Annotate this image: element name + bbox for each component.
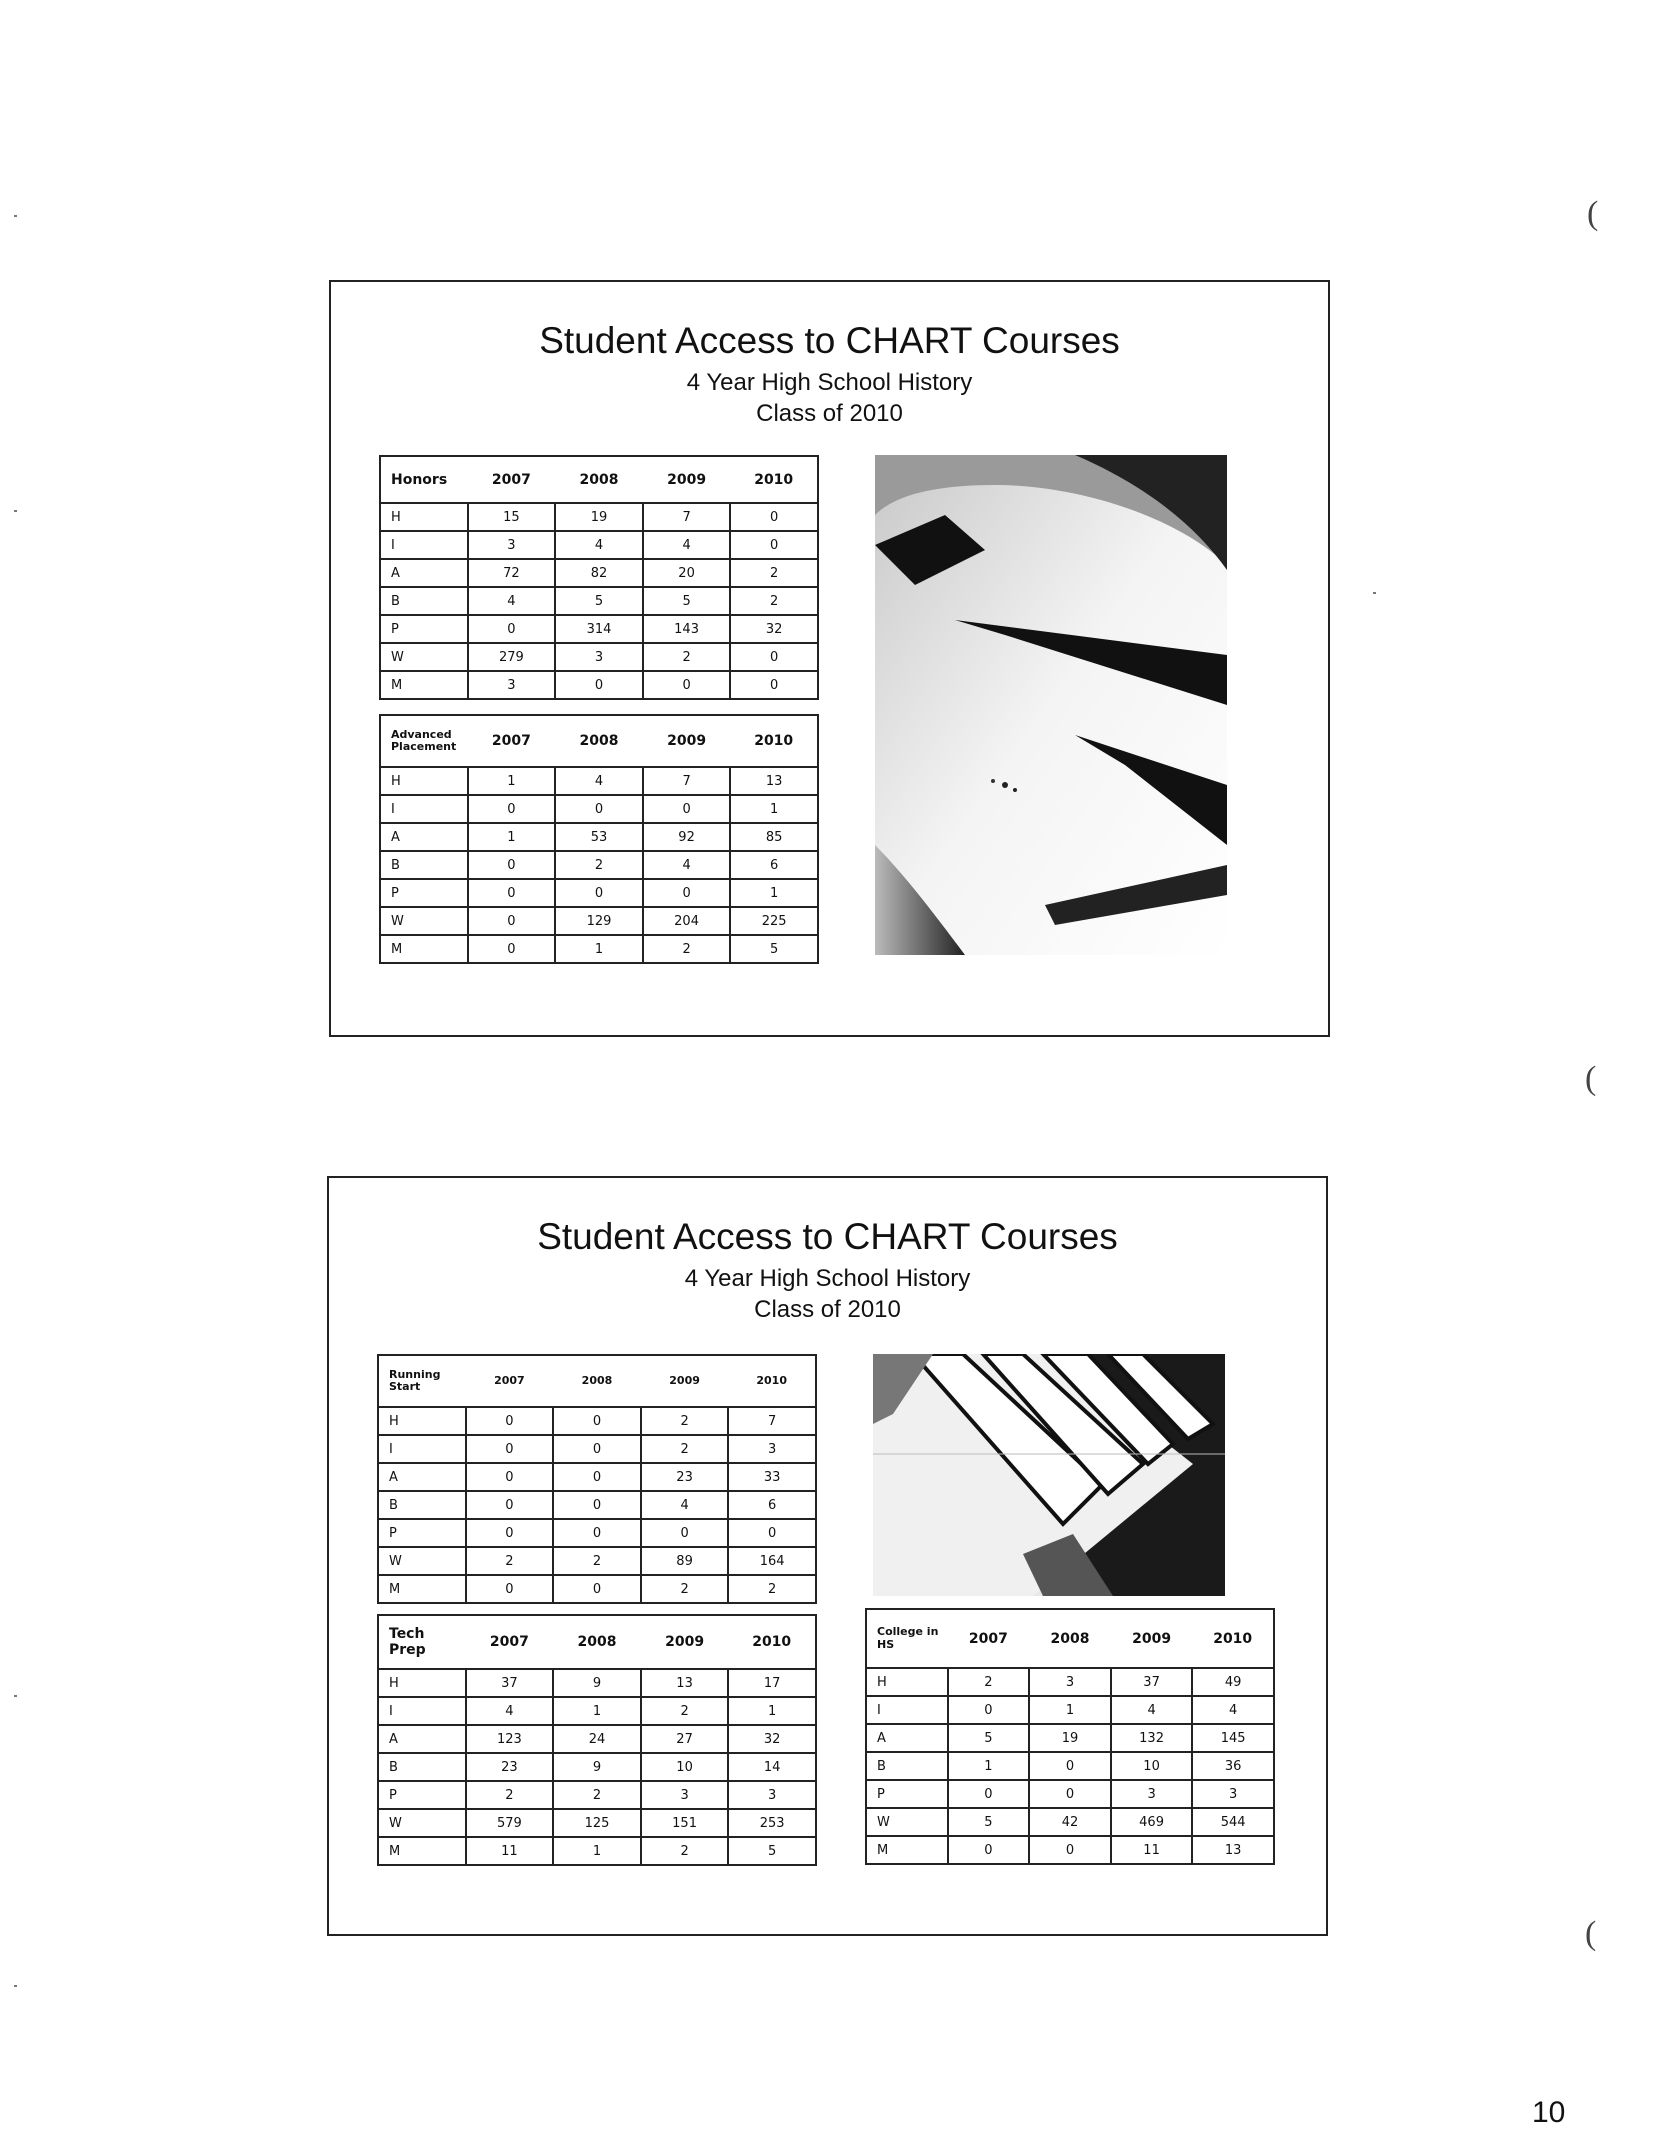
table-cell: 24 — [553, 1725, 641, 1753]
table-header-row — [380, 456, 818, 503]
row-label: W — [378, 1809, 466, 1837]
table-cell: 0 — [730, 671, 818, 699]
table-row — [380, 879, 818, 907]
table-row — [378, 1837, 816, 1865]
table-title-cell: Running Start — [378, 1355, 466, 1407]
year-header: 2009 — [643, 715, 731, 767]
table-row — [380, 531, 818, 559]
table-cell: 4 — [643, 531, 731, 559]
year-header: 2008 — [1029, 1609, 1111, 1668]
scan-speck — [14, 1695, 17, 1697]
table-cell: 143 — [643, 615, 731, 643]
table-cell: 33 — [728, 1463, 816, 1491]
table-row — [866, 1724, 1274, 1752]
table-cell: 2 — [643, 935, 731, 963]
row-label: B — [380, 851, 468, 879]
year-header: 2010 — [730, 715, 818, 767]
table-cell: 4 — [643, 851, 731, 879]
table-cell: 53 — [555, 823, 643, 851]
row-label: H — [866, 1668, 948, 1696]
table-cell: 42 — [1029, 1808, 1111, 1836]
year-header: 2008 — [553, 1355, 641, 1407]
slide-2 — [327, 1176, 1328, 1936]
table-cell: 0 — [466, 1491, 554, 1519]
table-cell: 0 — [1029, 1780, 1111, 1808]
row-label: W — [378, 1547, 466, 1575]
table-row — [378, 1575, 816, 1603]
row-label: A — [380, 559, 468, 587]
table-cell: 0 — [466, 1463, 554, 1491]
table-title-cell: Honors — [380, 456, 468, 503]
year-header: 2010 — [728, 1355, 816, 1407]
year-header: 2009 — [1111, 1609, 1193, 1668]
year-header: 2010 — [728, 1615, 816, 1669]
table-cell: 1 — [730, 795, 818, 823]
row-label: P — [380, 615, 468, 643]
slide-1 — [329, 280, 1330, 1037]
table-cell: 20 — [643, 559, 731, 587]
books-photo — [873, 1354, 1225, 1596]
honors-table — [379, 455, 819, 700]
table-cell: 89 — [641, 1547, 729, 1575]
row-label: A — [866, 1724, 948, 1752]
year-header: 2007 — [468, 715, 556, 767]
table-cell: 0 — [555, 671, 643, 699]
year-header: 2009 — [643, 456, 731, 503]
table-cell: 37 — [1111, 1668, 1193, 1696]
table-cell: 2 — [948, 1668, 1030, 1696]
table-cell: 469 — [1111, 1808, 1193, 1836]
year-header: 2007 — [466, 1615, 554, 1669]
table-cell: 3 — [468, 671, 556, 699]
table-row — [380, 671, 818, 699]
table-cell: 0 — [468, 935, 556, 963]
table-cell: 4 — [555, 767, 643, 795]
table-row — [380, 823, 818, 851]
table-row — [378, 1407, 816, 1435]
table-cell: 7 — [643, 503, 731, 531]
slide-subtitle-line2: Class of 2010 — [756, 400, 903, 427]
table-row — [378, 1781, 816, 1809]
table-cell: 17 — [728, 1669, 816, 1697]
table-header-row — [378, 1615, 816, 1669]
slide-subtitle-line1: 4 Year High School History — [686, 369, 973, 396]
table-cell: 4 — [466, 1697, 554, 1725]
table-header-row — [866, 1609, 1274, 1668]
table-cell: 0 — [468, 615, 556, 643]
table-cell: 85 — [730, 823, 818, 851]
table-cell: 15 — [468, 503, 556, 531]
table-cell: 0 — [948, 1836, 1030, 1864]
table-row — [380, 559, 818, 587]
table-cell: 2 — [641, 1407, 729, 1435]
table-cell: 0 — [643, 795, 731, 823]
table-cell: 1 — [728, 1697, 816, 1725]
table-cell: 1 — [468, 823, 556, 851]
table-row — [380, 907, 818, 935]
row-label: I — [378, 1435, 466, 1463]
table-cell: 23 — [641, 1463, 729, 1491]
row-label: P — [866, 1780, 948, 1808]
college-in-hs-table — [865, 1608, 1275, 1865]
table-cell: 579 — [466, 1809, 554, 1837]
row-label: H — [378, 1669, 466, 1697]
advanced-placement-table — [379, 714, 819, 964]
table-cell: 3 — [468, 531, 556, 559]
pencils-photo — [875, 455, 1227, 955]
table-row — [380, 767, 818, 795]
table-cell: 1 — [555, 935, 643, 963]
table-cell: 0 — [730, 643, 818, 671]
table-cell: 13 — [1192, 1836, 1274, 1864]
row-label: P — [378, 1781, 466, 1809]
table-row — [378, 1435, 816, 1463]
row-label: A — [378, 1463, 466, 1491]
table-cell: 0 — [468, 907, 556, 935]
row-label: I — [378, 1697, 466, 1725]
table-cell: 0 — [468, 851, 556, 879]
table-cell: 32 — [728, 1725, 816, 1753]
table-header-row — [378, 1355, 816, 1407]
table-row — [380, 615, 818, 643]
table-cell: 0 — [555, 879, 643, 907]
table-cell: 2 — [641, 1697, 729, 1725]
table-cell: 1 — [948, 1752, 1030, 1780]
table-cell: 9 — [553, 1753, 641, 1781]
scan-speck — [14, 215, 17, 217]
table-cell: 0 — [1029, 1752, 1111, 1780]
running-start-table — [377, 1354, 817, 1604]
table-cell: 11 — [466, 1837, 554, 1865]
table-cell: 0 — [468, 879, 556, 907]
row-label: B — [380, 587, 468, 615]
table-cell: 0 — [948, 1696, 1030, 1724]
table-cell: 72 — [468, 559, 556, 587]
table-cell: 3 — [728, 1781, 816, 1809]
table-row — [866, 1836, 1274, 1864]
table-cell: 23 — [466, 1753, 554, 1781]
row-label: B — [866, 1752, 948, 1780]
table-cell: 1 — [553, 1837, 641, 1865]
table-cell: 9 — [553, 1669, 641, 1697]
table-row — [380, 851, 818, 879]
year-header: 2008 — [555, 715, 643, 767]
table-row — [378, 1463, 816, 1491]
table-cell: 4 — [1192, 1696, 1274, 1724]
table-cell: 0 — [466, 1435, 554, 1463]
table-cell: 5 — [728, 1837, 816, 1865]
year-header: 2010 — [1192, 1609, 1274, 1668]
table-cell: 0 — [728, 1519, 816, 1547]
table-cell: 0 — [641, 1519, 729, 1547]
year-header: 2010 — [730, 456, 818, 503]
table-cell: 0 — [730, 531, 818, 559]
table-cell: 4 — [641, 1491, 729, 1519]
table-cell: 3 — [555, 643, 643, 671]
table-cell: 36 — [1192, 1752, 1274, 1780]
table-row — [380, 795, 818, 823]
table-row — [380, 503, 818, 531]
row-label: A — [380, 823, 468, 851]
table-cell: 544 — [1192, 1808, 1274, 1836]
margin-paren-3: ( — [1585, 1915, 1597, 1952]
table-cell: 49 — [1192, 1668, 1274, 1696]
tech-prep-table — [377, 1614, 817, 1866]
table-cell: 82 — [555, 559, 643, 587]
table-row — [378, 1519, 816, 1547]
table-row — [378, 1725, 816, 1753]
table-cell: 132 — [1111, 1724, 1193, 1752]
table-cell: 2 — [466, 1547, 554, 1575]
table-cell: 4 — [555, 531, 643, 559]
table-cell: 19 — [555, 503, 643, 531]
table-cell: 151 — [641, 1809, 729, 1837]
table-cell: 2 — [466, 1781, 554, 1809]
table-title-cell: College in HS — [866, 1609, 948, 1668]
table-cell: 0 — [553, 1575, 641, 1603]
table-cell: 279 — [468, 643, 556, 671]
table-title-cell: Advanced Placement — [380, 715, 468, 767]
margin-paren-2: ( — [1585, 1060, 1597, 1097]
table-cell: 14 — [728, 1753, 816, 1781]
table-cell: 0 — [643, 879, 731, 907]
table-cell: 0 — [1029, 1836, 1111, 1864]
table-cell: 2 — [553, 1547, 641, 1575]
table-cell: 2 — [641, 1837, 729, 1865]
table-cell: 2 — [641, 1575, 729, 1603]
table-cell: 92 — [643, 823, 731, 851]
table-cell: 2 — [730, 587, 818, 615]
row-label: I — [380, 531, 468, 559]
table-cell: 145 — [1192, 1724, 1274, 1752]
table-cell: 0 — [553, 1463, 641, 1491]
table-cell: 6 — [730, 851, 818, 879]
table-cell: 314 — [555, 615, 643, 643]
table-cell: 5 — [730, 935, 818, 963]
table-cell: 3 — [1192, 1780, 1274, 1808]
table-cell: 37 — [466, 1669, 554, 1697]
row-label: M — [380, 935, 468, 963]
table-cell: 164 — [728, 1547, 816, 1575]
table-cell: 125 — [553, 1809, 641, 1837]
year-header: 2008 — [555, 456, 643, 503]
row-label: W — [866, 1808, 948, 1836]
table-row — [378, 1809, 816, 1837]
table-cell: 0 — [553, 1491, 641, 1519]
row-label: A — [378, 1725, 466, 1753]
row-label: M — [380, 671, 468, 699]
table-cell: 3 — [728, 1435, 816, 1463]
table-row — [866, 1668, 1274, 1696]
table-cell: 10 — [641, 1753, 729, 1781]
table-cell: 0 — [555, 795, 643, 823]
table-cell: 123 — [466, 1725, 554, 1753]
row-label: I — [380, 795, 468, 823]
table-cell: 3 — [641, 1781, 729, 1809]
table-cell: 129 — [555, 907, 643, 935]
slide-subtitle-line2: Class of 2010 — [754, 1296, 901, 1323]
table-cell: 4 — [468, 587, 556, 615]
row-label: H — [380, 503, 468, 531]
year-header: 2007 — [466, 1355, 554, 1407]
table-cell: 1 — [553, 1697, 641, 1725]
pencils-image — [875, 455, 1227, 955]
table-cell: 0 — [553, 1519, 641, 1547]
table-cell: 2 — [730, 559, 818, 587]
table-cell: 5 — [948, 1724, 1030, 1752]
table-cell: 0 — [643, 671, 731, 699]
row-label: I — [866, 1696, 948, 1724]
table-cell: 3 — [1111, 1780, 1193, 1808]
table-row — [378, 1547, 816, 1575]
table-cell: 2 — [641, 1435, 729, 1463]
row-label: B — [378, 1491, 466, 1519]
table-row — [378, 1697, 816, 1725]
table-row — [380, 935, 818, 963]
table-cell: 1 — [730, 879, 818, 907]
table-title-cell: Tech Prep — [378, 1615, 466, 1669]
table-row — [378, 1491, 816, 1519]
table-row — [866, 1696, 1274, 1724]
table-cell: 7 — [643, 767, 731, 795]
table-cell: 204 — [643, 907, 731, 935]
table-cell: 2 — [728, 1575, 816, 1603]
table-cell: 2 — [553, 1781, 641, 1809]
table-cell: 4 — [1111, 1696, 1193, 1724]
table-row — [866, 1752, 1274, 1780]
table-cell: 6 — [728, 1491, 816, 1519]
table-row — [378, 1669, 816, 1697]
table-row — [380, 587, 818, 615]
table-cell: 19 — [1029, 1724, 1111, 1752]
row-label: P — [378, 1519, 466, 1547]
year-header: 2007 — [468, 456, 556, 503]
row-label: H — [380, 767, 468, 795]
table-cell: 0 — [466, 1575, 554, 1603]
table-cell: 0 — [730, 503, 818, 531]
table-header-row — [380, 715, 818, 767]
year-header: 2009 — [641, 1355, 729, 1407]
table-row — [378, 1753, 816, 1781]
row-label: M — [378, 1837, 466, 1865]
slide-title: Student Access to CHART Courses — [539, 320, 1120, 361]
table-cell: 13 — [641, 1669, 729, 1697]
slide-subtitle-line1: 4 Year High School History — [684, 1265, 971, 1292]
table-cell: 225 — [730, 907, 818, 935]
table-cell: 0 — [468, 795, 556, 823]
table-cell: 0 — [553, 1435, 641, 1463]
table-cell: 1 — [468, 767, 556, 795]
books-image — [873, 1354, 1225, 1596]
slide-title: Student Access to CHART Courses — [537, 1216, 1118, 1257]
table-cell: 5 — [643, 587, 731, 615]
row-label: H — [378, 1407, 466, 1435]
table-cell: 1 — [1029, 1696, 1111, 1724]
scan-speck — [1373, 592, 1376, 594]
table-cell: 2 — [555, 851, 643, 879]
table-cell: 13 — [730, 767, 818, 795]
table-cell: 3 — [1029, 1668, 1111, 1696]
scan-speck — [14, 1985, 17, 1987]
row-label: P — [380, 879, 468, 907]
year-header: 2009 — [641, 1615, 729, 1669]
scan-speck — [14, 510, 17, 512]
table-cell: 0 — [948, 1780, 1030, 1808]
row-label: B — [378, 1753, 466, 1781]
table-cell: 32 — [730, 615, 818, 643]
margin-paren-1: ( — [1587, 195, 1599, 232]
table-cell: 5 — [948, 1808, 1030, 1836]
table-cell: 2 — [643, 643, 731, 671]
table-cell: 0 — [466, 1407, 554, 1435]
row-label: W — [380, 907, 468, 935]
year-header: 2008 — [553, 1615, 641, 1669]
table-row — [380, 643, 818, 671]
table-cell: 27 — [641, 1725, 729, 1753]
table-cell: 11 — [1111, 1836, 1193, 1864]
table-cell: 10 — [1111, 1752, 1193, 1780]
table-cell: 0 — [466, 1519, 554, 1547]
row-label: M — [866, 1836, 948, 1864]
table-cell: 253 — [728, 1809, 816, 1837]
page-number: 10 — [1532, 2096, 1566, 2129]
row-label: M — [378, 1575, 466, 1603]
table-cell: 5 — [555, 587, 643, 615]
table-row — [866, 1808, 1274, 1836]
year-header: 2007 — [948, 1609, 1030, 1668]
table-cell: 0 — [553, 1407, 641, 1435]
row-label: W — [380, 643, 468, 671]
table-cell: 7 — [728, 1407, 816, 1435]
table-row — [866, 1780, 1274, 1808]
